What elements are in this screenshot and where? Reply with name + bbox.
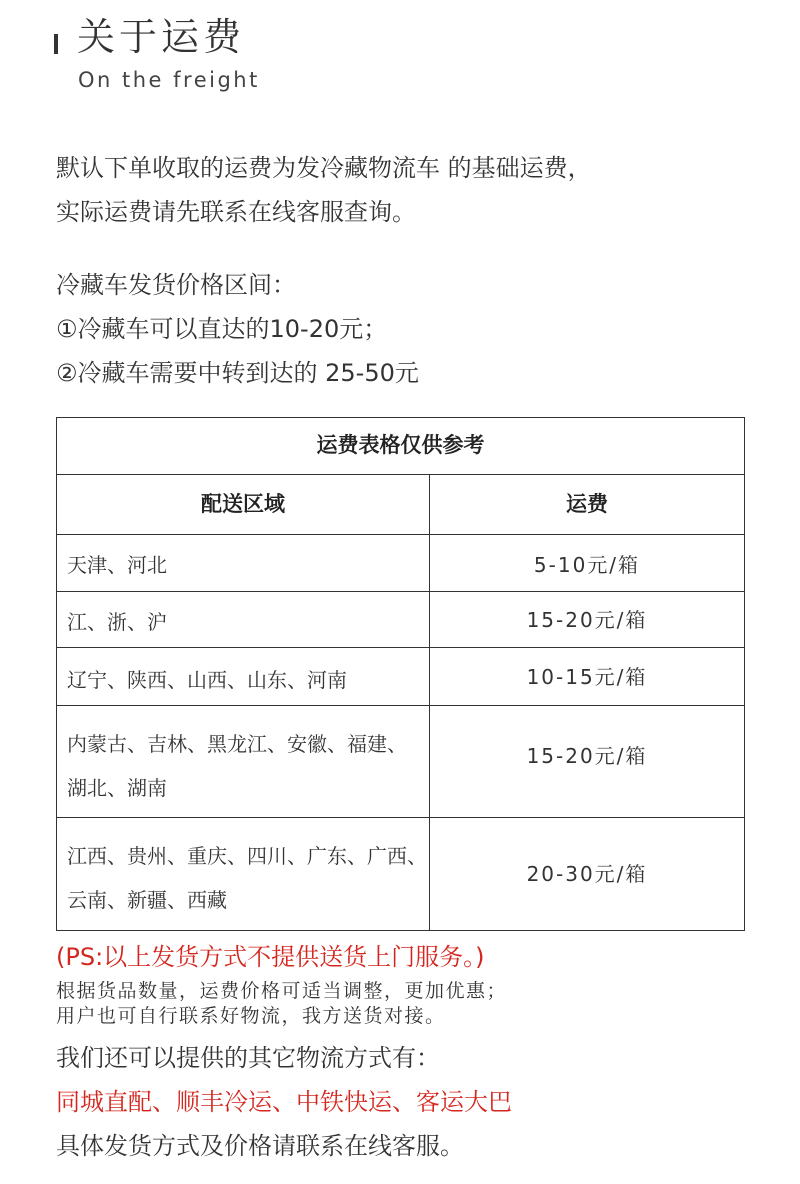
fee-cell: 15-20元/箱 <box>526 744 648 768</box>
page-subtitle: On the freight <box>78 68 260 92</box>
page-title: 关于运费 <box>77 15 246 59</box>
intro-line-1: 默认下单收取的运费为发冷藏物流车 的基础运费， <box>56 154 592 182</box>
table-row <box>57 648 744 706</box>
ps-note: (PS:以上发货方式不提供送货上门服务。) <box>56 943 485 971</box>
title-accent-bar <box>54 34 58 54</box>
table-row <box>57 535 744 592</box>
adjust-note-2: 用户也可自行联系好物流，我方送货对接。 <box>56 1005 446 1027</box>
contact-note: 具体发货方式及价格请联系在线客服。 <box>56 1132 464 1160</box>
region-cell: 辽宁、陕西、山西、山东、河南 <box>57 648 430 705</box>
region-cell: 内蒙古、吉林、黑龙江、安徽、福建、 湖北、湖南 <box>57 706 430 817</box>
fee-cell: 15-20元/箱 <box>526 608 648 632</box>
fee-cell: 20-30元/箱 <box>526 862 648 886</box>
fee-cell: 10-15元/箱 <box>526 665 648 689</box>
region-cell: 江西、贵州、重庆、四川、广东、广西、 云南、新疆、西藏 <box>57 818 430 930</box>
region-cell: 天津、河北 <box>57 535 430 591</box>
table-caption: 运费表格仅供参考 <box>316 433 485 457</box>
other-methods-list: 同城直配、顺丰冷运、中铁快运、客运大巴 <box>56 1088 512 1116</box>
fee-cell: 5-10元/箱 <box>533 553 641 577</box>
adjust-note-1: 根据货品数量，运费价格可适当调整，更加优惠； <box>56 980 508 1002</box>
other-methods-heading: 我们还可以提供的其它物流方式有： <box>56 1044 440 1072</box>
price-range-item-1: ①冷藏车可以直达的10-20元； <box>56 315 388 343</box>
table-row <box>57 818 744 930</box>
table-row <box>57 592 744 648</box>
region-cell: 江、浙、沪 <box>57 592 430 647</box>
table-caption-row <box>57 418 744 475</box>
price-range-heading: 冷藏车发货价格区间： <box>56 271 296 299</box>
table-row <box>57 706 744 818</box>
column-header-fee: 运费 <box>566 492 608 516</box>
column-header-region: 配送区域 <box>57 475 430 534</box>
section-header <box>54 8 754 108</box>
freight-table <box>56 417 745 931</box>
price-range-item-2: ②冷藏车需要中转到达的 25-50元 <box>56 359 419 387</box>
intro-line-2: 实际运费请先联系在线客服查询。 <box>56 198 416 226</box>
table-header-row <box>57 475 744 535</box>
